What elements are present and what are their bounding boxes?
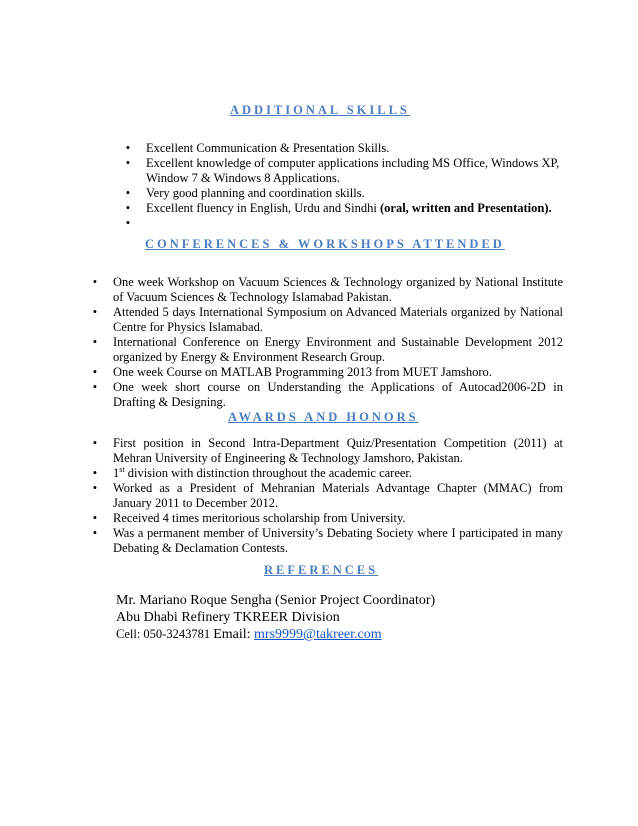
email-label: Email: [213, 627, 255, 642]
bullet-icon: • [92, 436, 98, 450]
bullet-icon: • [92, 511, 98, 525]
bullet-icon: • [92, 305, 98, 319]
additional-skills-list [125, 141, 566, 231]
section-heading-awards: AWARDS AND HONORS [228, 410, 419, 424]
conferences-list [92, 275, 563, 410]
list-item: • First position in Second Intra-Department Quiz/Presentation Competition (2011) at Mehran University of Engineering & Technology Jamshoro, Pakistan. [113, 436, 563, 466]
section-heading-conferences: CONFERENCES & WORKSHOPS ATTENDED [145, 237, 505, 251]
section-heading-references: REFERENCES [264, 563, 379, 577]
list-item: • Excellent Communication & Presentation Skills. [146, 141, 566, 156]
bullet-icon: • [125, 141, 131, 155]
awards-list [92, 436, 563, 556]
list-item: • Worked as a President of Mehranian Materials Advantage Chapter (MMAC) from January 2011 to December 2012. [113, 481, 563, 511]
bullet-icon: • [125, 216, 131, 230]
email-link[interactable]: mrs9999@takreer.com [254, 627, 382, 642]
bullet-icon: • [92, 275, 98, 289]
list-item: • Excellent fluency in English, Urdu and Sindhi (oral, written and Presentation). [146, 201, 566, 216]
bullet-icon: • [92, 380, 98, 394]
list-item: • One week Workshop on Vacuum Sciences & Technology organized by National Institute of Vacuum Sciences & Technology Islamabad Pakistan. [113, 275, 563, 305]
reference-contact [116, 626, 382, 643]
list-item: • Excellent knowledge of computer applications including MS Office, Windows XP, Window 7 & Windows 8 Applications. [146, 156, 566, 186]
reference-organization: Abu Dhabi Refinery TKREER Division [116, 610, 340, 625]
bold-emphasis: (oral, written and Presentation). [379, 201, 552, 215]
list-item [125, 216, 566, 231]
list-item: • International Conference on Energy Environment and Sustainable Development 2012 organized by Energy & Environment Research Group. [113, 335, 563, 365]
list-item: • One week Course on MATLAB Programming 2013 from MUET Jamshoro. [113, 365, 563, 380]
list-item: • Very good planning and coordination skills. [146, 186, 566, 201]
bullet-icon: • [125, 201, 131, 215]
list-item: • One week short course on Understanding the Applications of Autocad2006-2D in Drafting & Designing. [113, 380, 563, 410]
list-item: • Was a permanent member of University’s Debating Society where I participated in many Debating & Declamation Contests. [113, 526, 563, 556]
bullet-icon: • [92, 365, 98, 379]
list-item: • Received 4 times meritorious scholarship from University. [113, 511, 563, 526]
reference-name: Mr. Mariano Roque Sengha (Senior Project Coordinator) [116, 593, 436, 608]
list-item: • 1st division with distinction throughout the academic career. [113, 466, 563, 481]
bullet-icon: • [92, 466, 98, 480]
list-item: • Attended 5 days International Symposium on Advanced Materials organized by National Centre for Physics Islamabad. [113, 305, 563, 335]
section-heading-additional-skills: ADDITIONAL SKILLS [230, 103, 410, 117]
bullet-icon: • [92, 335, 98, 349]
reference-cell: Cell: 050-3243781 [116, 627, 214, 641]
bullet-icon: • [125, 186, 131, 200]
bullet-icon: • [92, 481, 98, 495]
bullet-icon: • [125, 156, 131, 170]
bullet-icon: • [92, 526, 98, 540]
